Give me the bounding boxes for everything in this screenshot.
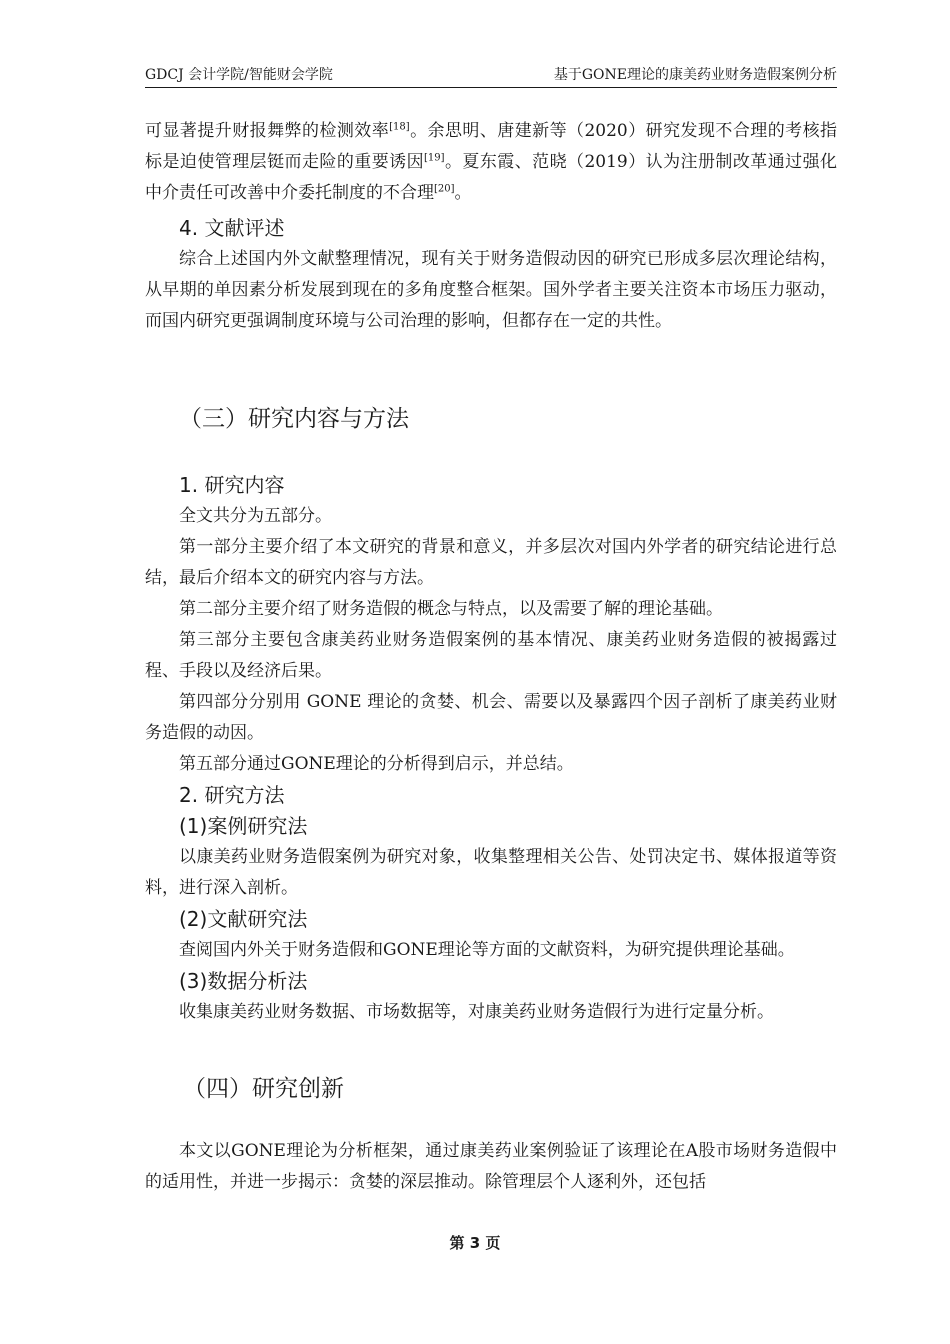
section-content-method xyxy=(145,402,837,436)
heading-literature-review: 4. 文献评述 xyxy=(179,216,285,240)
heading-content-method: （三）研究内容与方法 xyxy=(179,406,409,432)
heading-data-analysis: (3)数据分析法 xyxy=(179,969,308,993)
heading-case-study: (1)案例研究法 xyxy=(179,814,308,838)
content-para-2: 第一部分主要介绍了本文研究的背景和意义，并多层次对国内外学者的研究结论进行总结，最后介绍本文的研究内容与方法。 xyxy=(145,537,837,588)
page-header xyxy=(145,66,837,88)
content-para-1: 全文共分为五部分。 xyxy=(179,506,332,526)
para1-b: 。余思明、唐建新等（2020）研究发现不合理的考核指标是迫使管理层铤而走险的重要诱因 xyxy=(145,121,838,172)
ref-18: [18] xyxy=(389,121,410,133)
literature-review-text: 综合上述国内外文献整理情况，现有关于财务造假动因的研究已形成多层次理论结构，从早期的单因素分析发展到现在的多角度整合框架。国外学者主要关注资本市场压力驱动，而国内研究更强调制度环境与公司治理的影响，但都存在一定的共性。 xyxy=(145,249,837,331)
para1-a: 可显著提升财报舞弊的检测效率 xyxy=(145,121,390,141)
heading-literature-method: (2)文献研究法 xyxy=(179,907,308,931)
header-right: 基于GONE理论的康美药业财务造假案例分析 xyxy=(553,67,837,83)
innovation-paragraph xyxy=(145,1136,837,1198)
heading-research-method: 2. 研究方法 xyxy=(179,783,285,807)
innovation-text: 本文以GONE理论为分析框架，通过康美药业案例验证了该理论在A股市场财务造假中的适用性，并进一步揭示：贪婪的深层推动。除管理层个人逐利外，还包括 xyxy=(145,1141,837,1192)
section-research-content xyxy=(145,470,837,1028)
literature-method-text: 查阅国内外关于财务造假和GONE理论等方面的文献资料，为研究提供理论基础。 xyxy=(179,940,795,960)
page-number: 第 3 页 xyxy=(449,1234,501,1252)
content-para-4: 第三部分主要包含康美药业财务造假案例的基本情况、康美药业财务造假的被揭露过程、手段以及经济后果。 xyxy=(145,630,837,681)
ref-19: [19] xyxy=(424,152,445,164)
ref-20: [20] xyxy=(434,183,455,195)
content-para-6: 第五部分通过GONE理论的分析得到启示，并总结。 xyxy=(179,754,574,774)
heading-research-content: 1. 研究内容 xyxy=(179,473,285,497)
para1-c: 。夏东霞、范晓（2019）认为注册制改革通过强化中介责任可改善中介委托制度的不合理 xyxy=(145,152,838,203)
case-study-text: 以康美药业财务造假案例为研究对象，收集整理相关公告、处罚决定书、媒体报道等资料，进行深入剖析。 xyxy=(145,847,837,898)
header-rule xyxy=(145,87,837,88)
section-literature-review xyxy=(145,213,837,337)
para1-d: 。 xyxy=(454,183,472,203)
section-innovation xyxy=(145,1072,837,1106)
header-left: GDCJ 会计学院/智能财会学院 xyxy=(145,67,333,83)
content-para-5: 第四部分分别用 GONE 理论的贪婪、机会、需要以及暴露四个因子剖析了康美药业财务造假的动因。 xyxy=(145,692,837,743)
content-para-3: 第二部分主要介绍了财务造假的概念与特点，以及需要了解的理论基础。 xyxy=(179,599,723,619)
data-analysis-text: 收集康美药业财务数据、市场数据等，对康美药业财务造假行为进行定量分析。 xyxy=(179,1002,774,1022)
heading-innovation: （四）研究创新 xyxy=(183,1076,344,1102)
paragraph-citations xyxy=(145,116,837,209)
